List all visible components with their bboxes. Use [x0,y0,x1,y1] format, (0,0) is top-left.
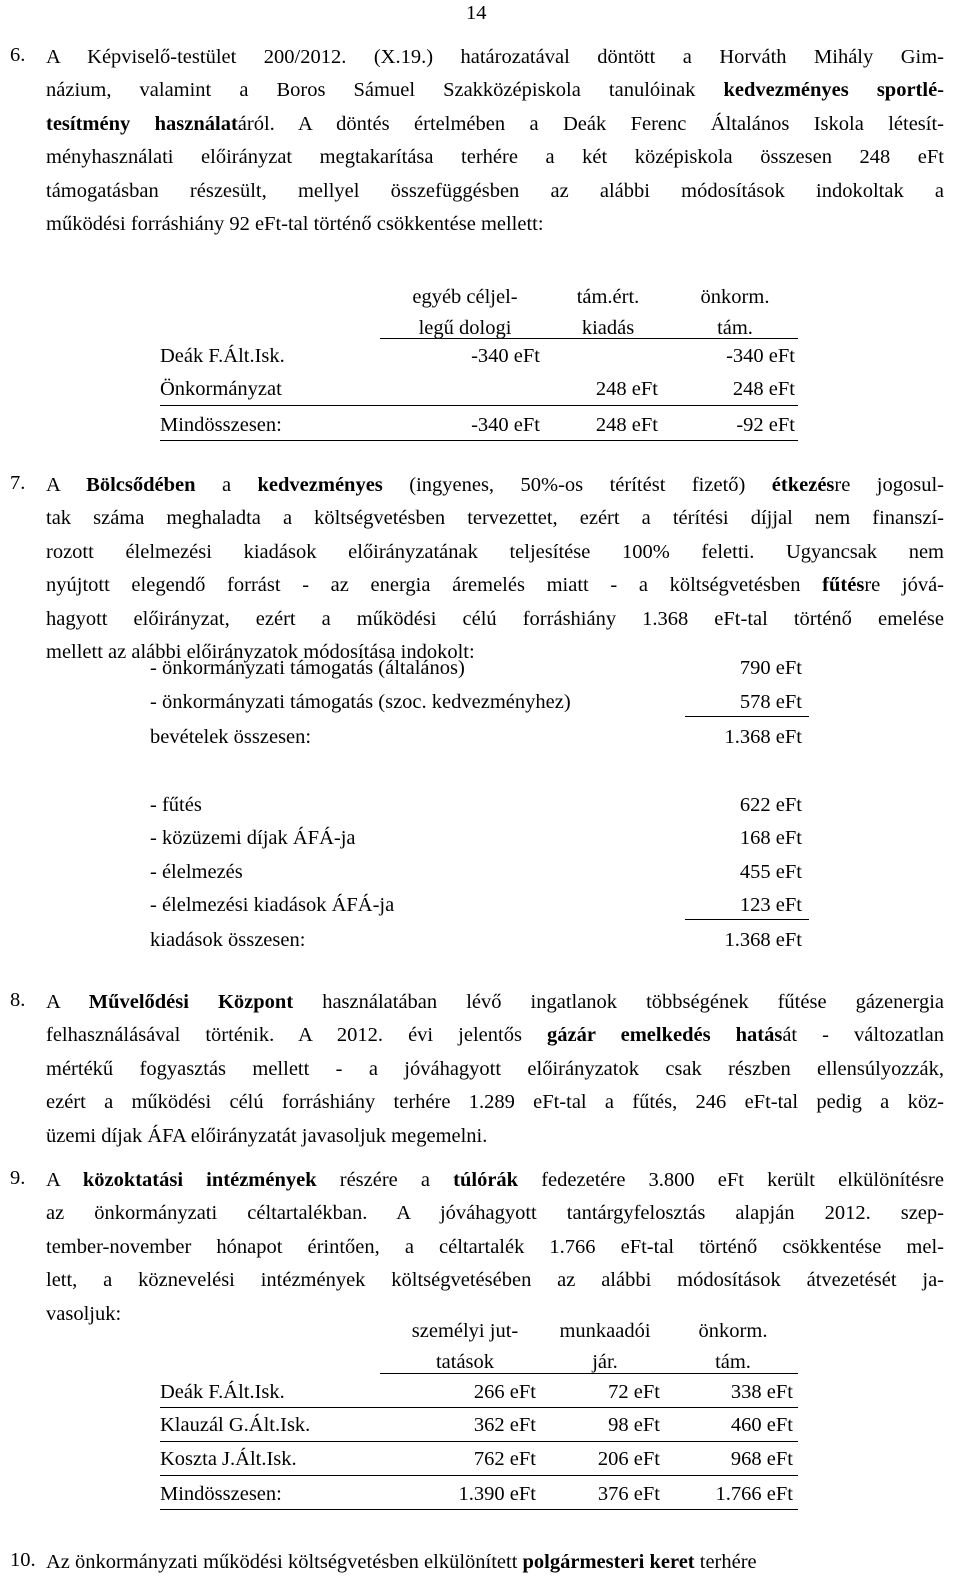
expense-item-value: 168 eFt [739,827,802,849]
bold-text: Bölcsődében [86,474,196,496]
table9-row-cell: 460 eFt [730,1414,793,1436]
section-7-number: 7. [10,472,26,494]
text-run: a [195,474,258,496]
table6-bottom-rule [160,440,798,441]
table9-row-label: Koszta J.Ált.Isk. [160,1448,297,1470]
text-run: A Képviselő-testület 200/2012. (X.19.) határozatával döntött a Horváth Mihály Gim- [46,46,944,68]
table9-header-rule [380,1373,798,1374]
table9-row-rule [160,1441,798,1442]
expense-item-value: 455 eFt [739,861,802,883]
expense-item-label: - közüzemi díjak ÁFÁ-ja [150,827,356,849]
text-run: mértékű fogyasztás mellett - a jóváhagyott előirányzatok csak részben ellensúlyozzák, [46,1057,944,1080]
section-9-paragraph [46,1164,944,1331]
income-total-value: 1.368 eFt [724,726,802,748]
page-number: 14 [466,2,487,24]
paragraph-line [46,986,944,1019]
paragraph-line [46,41,944,74]
text-run: üzemi díjak ÁFA előirányzatát javasoljuk megemelni. [46,1124,488,1147]
expense-sum-rule [685,919,809,920]
paragraph-line [46,1197,944,1230]
table9-row-rule [160,1407,798,1408]
table9-total-cell: 1.766 eFt [715,1483,793,1505]
paragraph-line [46,603,944,636]
text-run: az önkormányzati céltartalékban. A jóváhagyott tantárgyfelosztás alapján 2012. szep- [46,1202,944,1225]
paragraph-line [46,569,944,602]
text-run: re jogosul- [834,474,944,496]
section-7-paragraph [46,469,944,669]
paragraph-line [46,502,944,535]
expense-item-label: - élelmezés [150,861,243,883]
section-6-number: 6. [10,44,26,66]
text-run: támogatásban részesült, mellyel összefüggésben az alábbi módosítások indokoltak a [46,179,944,202]
paragraph-line [46,1053,944,1086]
bold-text: közoktatási intézmények [82,1169,317,1191]
table6-total-cell: -340 eFt [471,414,540,436]
table9-header-col1-line2: tatások [435,1351,495,1373]
paragraph-line [46,141,944,174]
paragraph-line [46,175,944,208]
income-total-label: bevételek összesen: [150,726,312,748]
table9-header-col3-line1: önkorm. [698,1320,768,1342]
table9-row-cell: 206 eFt [597,1448,660,1470]
table9-row-label: Deák F.Ált.Isk. [160,1381,285,1403]
income-item-label: - önkormányzati támogatás (szoc. kedvezményhez) [150,691,571,713]
table9-row-cell: 762 eFt [473,1448,536,1470]
table6-header-col1 [380,282,550,344]
table6-header-col3-line2: tám. [717,317,753,339]
text-run: ezért a működési célú forráshiány terhére 1.289 eFt-tal a fűtés, 246 eFt-tal pedig a köz- [46,1091,944,1114]
table9-row-cell: 362 eFt [473,1414,536,1436]
table6-total-label: Mindösszesen: [160,414,282,436]
text-run: használatában lévő ingatlanok többségének fűtése gázenergia [293,991,944,1013]
table6-header-col1-line1: egyéb céljel- [412,286,518,308]
table6-row-label: Deák F.Ált.Isk. [160,345,285,367]
paragraph-line [46,1120,944,1153]
section-8-paragraph [46,986,944,1153]
paragraph-line [46,1086,944,1119]
income-sum-rule [685,716,809,717]
table6-row-cell: 248 eFt [732,378,795,400]
text-run: terhére [694,1551,757,1573]
table9-header-col1-line1: személyi jut- [411,1320,519,1342]
table9-total-label: Mindösszesen: [160,1483,282,1505]
table6-header-rule [380,338,798,339]
text-run: részére a [316,1169,454,1191]
table6-row-cell: -340 eFt [726,345,795,367]
table6-total-cell: -92 eFt [736,414,795,436]
expense-item-value: 622 eFt [739,794,802,816]
table9-total-rule [160,1475,798,1476]
bold-text: gázár emelkedés hatás [546,1024,783,1047]
text-run: tember-november hónapot érintően, a céltartalék 1.766 eFt-tal történő csökkentése mel- [46,1235,944,1258]
paragraph-line [46,74,944,107]
expense-total-value: 1.368 eFt [724,929,802,951]
table9-row-cell: 266 eFt [473,1381,536,1403]
table9-total-cell: 376 eFt [597,1483,660,1505]
text-run: rozott élelmezési kiadások előirányzatának teljesítése 100% feletti. Ugyancsak nem [46,540,944,563]
text-run: názium, valamint a Boros Sámuel Szakközépiskola tanulóinak [46,79,724,102]
text-run: fedezetére 3.800 eFt került elkülönítésre [518,1169,944,1191]
bold-text: kedvezményes [257,474,383,496]
table9-header-col2 [545,1316,665,1378]
text-run: működési forráshiány 92 eFt-tal történő csökkentése mellett: [46,212,544,235]
income-item-value: 790 eFt [739,657,802,679]
expense-item-label: - fűtés [150,794,202,816]
table9-row-cell: 338 eFt [730,1381,793,1403]
paragraph-line [46,208,944,241]
text-run: áról. A döntés értelmében a Deák Ferenc Általános Iskola létesít- [237,112,944,135]
bold-text: kedvezményes sportlé- [723,79,944,102]
income-item-label: - önkormányzati támogatás (általános) [150,657,465,679]
text-run: Az önkormányzati működési költségvetésben elkülönített [46,1551,523,1573]
section-8-number: 8. [10,989,26,1011]
bold-text: túlórák [453,1169,519,1191]
table9-header-col2-line1: munkaadói [559,1320,651,1342]
text-run: hagyott előirányzat, ezért a működési célú forráshiány 1.368 eFt-tal történő emelése [46,607,944,630]
table9-header-col3-line2: tám. [715,1351,751,1373]
text-run: felhasználásával történik. A 2012. évi jelentős [46,1024,547,1047]
text-run: A [46,991,89,1013]
text-run: lett, a köznevelési intézmények költségvetésében az alábbi módosítások átvezetését ja- [46,1269,944,1292]
table6-header-col2-line1: tám.ért. [576,286,640,308]
bold-text: fűtés [822,574,865,597]
table9-header-col1 [385,1316,545,1378]
table6-row-cell: 248 eFt [595,378,658,400]
table9-row-cell: 72 eFt [608,1381,660,1403]
section-10-paragraph [46,1546,944,1579]
table6-header-col3-line1: önkorm. [700,286,770,308]
text-run: tak száma meghaladta a költségvetésben tervezettet, ezért a térítési díjjal nem finanszí- [46,507,944,530]
table6-row-cell: -340 eFt [471,345,540,367]
section-6-paragraph [46,41,944,241]
text-run: re jóvá- [864,574,945,597]
table6-header-col2 [558,282,658,344]
table9-header-col2-line2: jár. [592,1351,618,1373]
table6-header-col3 [680,282,790,344]
bold-text: polgármesteri keret [522,1551,695,1573]
table6-row-label: Önkormányzat [160,378,282,400]
table9-row-cell: 968 eFt [730,1448,793,1470]
paragraph-line [46,1019,944,1052]
paragraph-line [46,1231,944,1264]
text-run: A [46,1169,83,1191]
text-run: mellett az alábbi előirányzatok módosítása indokolt: [46,640,475,663]
paragraph-line [46,469,944,502]
table6-header-col1-line2: legű dologi [418,317,512,339]
bold-text: tesítmény használat [46,112,238,135]
section-9-number: 9. [10,1167,26,1189]
table9-total-cell: 1.390 eFt [458,1483,536,1505]
table6-total-cell: 248 eFt [595,414,658,436]
table6-total-rule [160,405,798,406]
expense-item-value: 123 eFt [739,894,802,916]
text-run: A [46,474,87,496]
bold-text: Művelődési Központ [88,991,294,1013]
text-run: nyújtott elegendő forrást - az energia áremelés miatt - a költségvetésben [46,574,823,597]
section-10-number: 10. [10,1549,36,1571]
paragraph-line [46,108,944,141]
paragraph-line [46,536,944,569]
text-run: ményhasználati előirányzat megtakarítása terhére a két középiskola összesen 248 eFt [46,146,944,169]
bold-text: étkezés [771,474,835,496]
expense-total-label: kiadások összesen: [150,929,306,951]
paragraph-line [46,1164,944,1197]
paragraph-line [46,1546,944,1579]
expense-item-label: - élelmezési kiadások ÁFÁ-ja [150,894,395,916]
text-run: vasoljuk: [46,1302,122,1325]
table9-row-cell: 98 eFt [608,1414,660,1436]
table9-bottom-rule [160,1509,798,1510]
income-item-value: 578 eFt [739,691,802,713]
text-run: át - változatlan [782,1024,944,1047]
table6-header-col2-line2: kiadás [581,317,635,339]
paragraph-line [46,1264,944,1297]
table9-header-col3 [678,1316,788,1378]
text-run: (ingyenes, 50%-os térítést fizető) [382,474,772,496]
table9-row-label: Klauzál G.Ált.Isk. [160,1414,311,1436]
